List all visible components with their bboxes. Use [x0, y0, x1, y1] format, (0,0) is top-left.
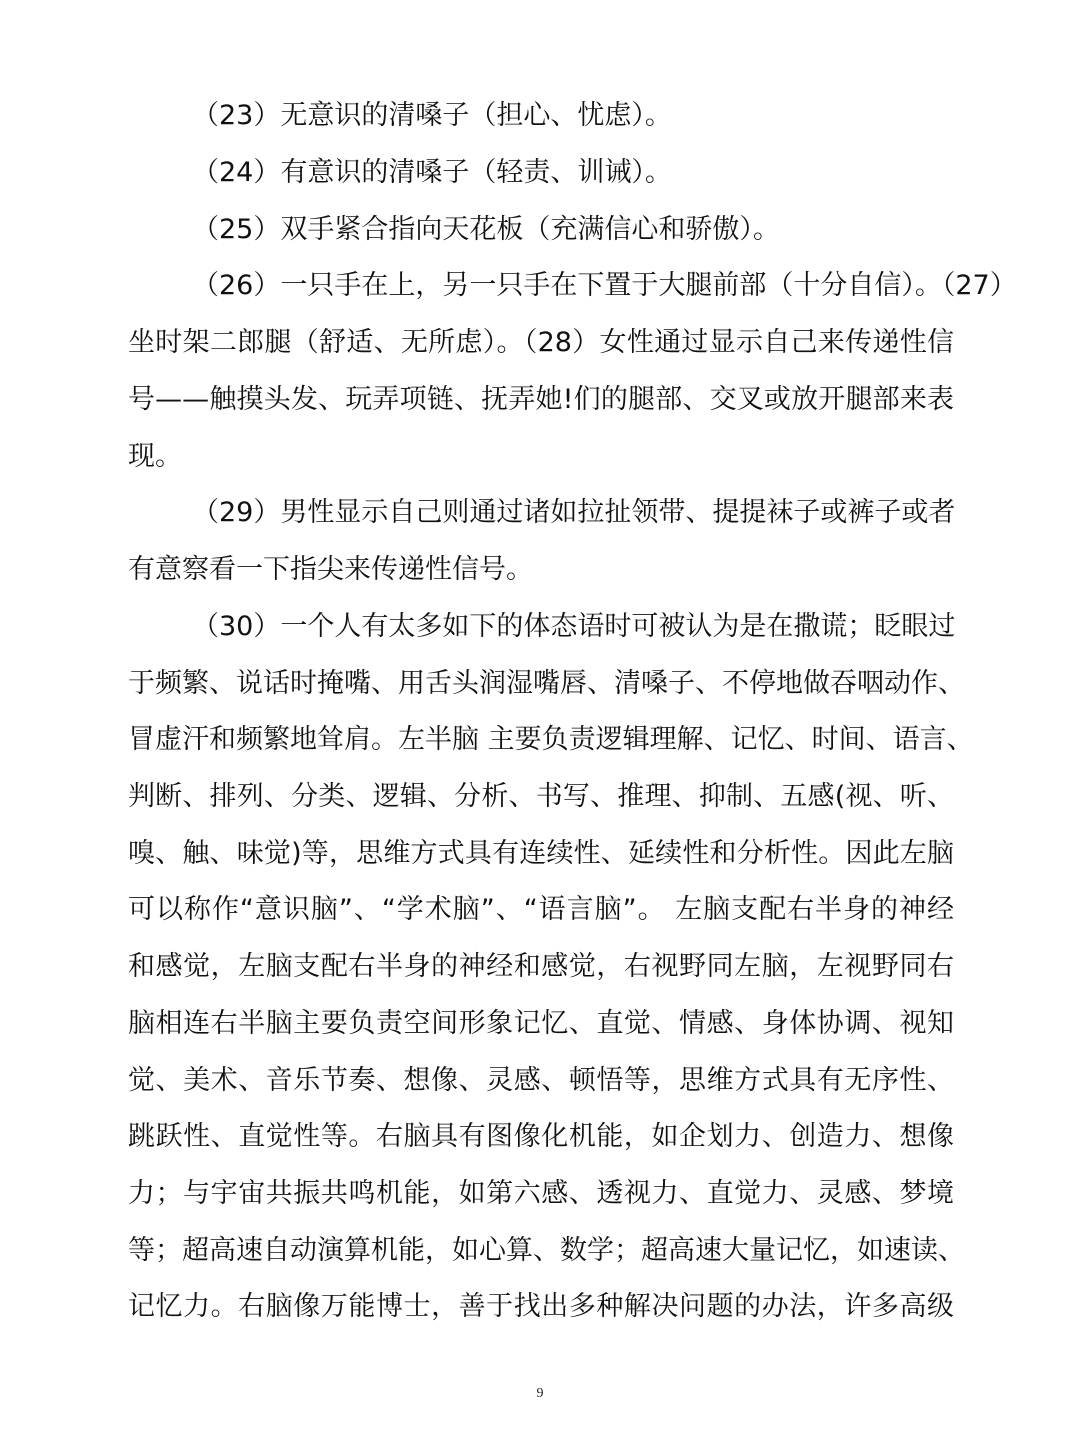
text-line: 记忆力。右脑像万能博士，善于找出多种解决问题的办法，许多高级	[128, 1291, 954, 1322]
text-line: 跳跃性、直觉性等。右脑具有图像化机能，如企划力、创造力、想像	[128, 1121, 954, 1152]
text-line: 嗅、触、味觉)等，思维方式具有连续性、延续性和分析性。因此左脑	[128, 838, 954, 869]
text-line: 觉、美术、音乐节奏、想像、灵感、顿悟等，思维方式具有无序性、	[128, 1065, 954, 1096]
text-line: 力；与宇宙共振共鸣机能，如第六感、透视力、直觉力、灵感、梦境	[128, 1178, 954, 1209]
text-line: 判断、排列、分类、逻辑、分析、书写、推理、抑制、五感(视、听、	[128, 781, 954, 812]
text-line-25: （25）双手紧合指向天花板（充满信心和骄傲）。	[192, 214, 780, 245]
text-line-26: （26）一只手在上，另一只手在下置于大腿前部（十分自信）。（27）	[192, 270, 1017, 301]
text-line: 号——触摸头发、玩弄项链、抚弄她!们的腿部、交叉或放开腿部来表	[128, 384, 954, 415]
text-line: 和感觉，左脑支配右半身的神经和感觉，右视野同左脑，左视野同右	[128, 951, 954, 982]
text-line: 冒虚汗和频繁地耸肩。左半脑 主要负责逻辑理解、记忆、时间、语言、	[128, 724, 974, 755]
text-line: 于频繁、说话时掩嘴、用舌头润湿嘴唇、清嗓子、不停地做吞咽动作、	[128, 668, 965, 699]
text-line-29: （29）男性显示自己则通过诸如拉扯领带、提提袜子或裤子或者	[192, 497, 956, 528]
text-line-24: （24）有意识的清嗓子（轻责、训诫）。	[192, 157, 672, 188]
text-line: 坐时架二郎腿（舒适、无所虑）。（28）女性通过显示自己来传递性信	[128, 327, 954, 358]
text-line: 等；超高速自动演算机能，如心算、数学；超高速大量记忆，如速读、	[128, 1235, 965, 1266]
page-number: 9	[536, 1386, 544, 1401]
text-line: 现。	[128, 441, 182, 472]
text-line: 脑相连右半脑主要负责空间形象记忆、直觉、情感、身体协调、视知	[128, 1008, 954, 1039]
text-line-23: （23）无意识的清嗓子（担心、忧虑）。	[192, 100, 672, 131]
text-line: 可以称作“意识脑”、“学术脑”、“语言脑”。 左脑支配右半身的神经	[128, 894, 954, 925]
text-line: 有意察看一下指尖来传递性信号。	[128, 554, 533, 585]
text-line-30: （30）一个人有太多如下的体态语时可被认为是在撒谎；眨眼过	[192, 611, 956, 642]
